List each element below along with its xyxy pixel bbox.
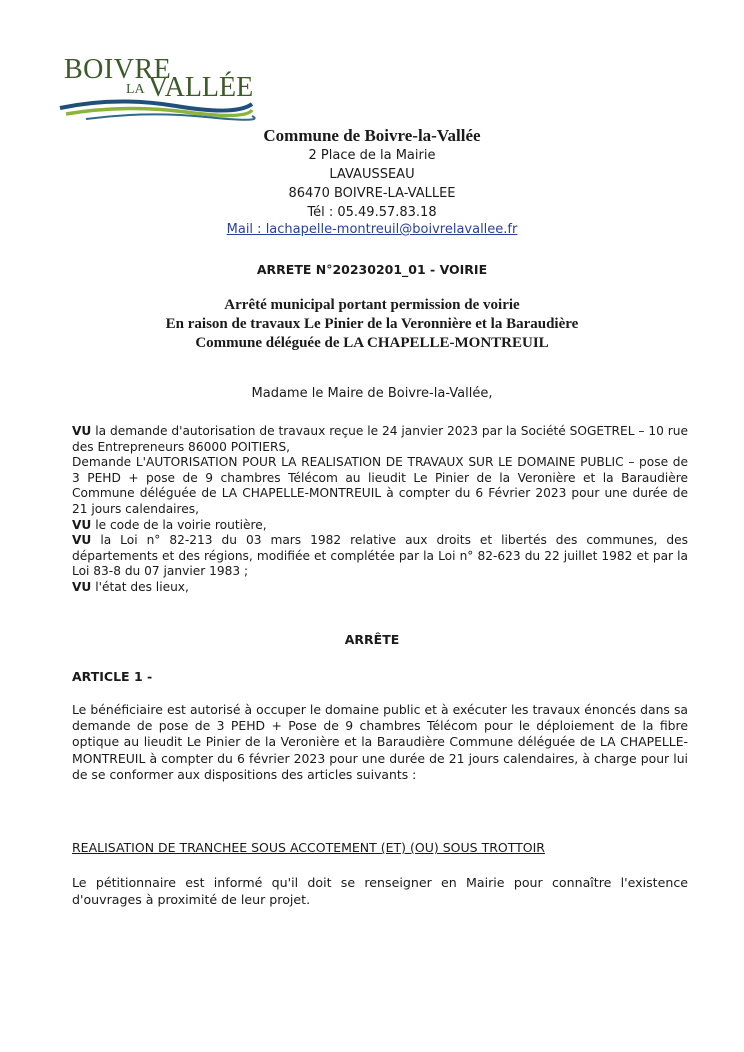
considerants: [72, 424, 688, 596]
vu-label: VU: [72, 517, 92, 532]
address-line-3: 86470 BOIVRE-LA-VALLEE: [288, 186, 456, 201]
considerant-2: VU le code de la voirie routière,: [72, 517, 267, 532]
commune-name: Commune de Boivre-la-Vallée: [263, 126, 481, 145]
logo-text-la: LA: [126, 82, 145, 97]
letterhead: [0, 126, 744, 237]
vu-label: VU: [72, 533, 92, 548]
considerant-4: VU l'état des lieux,: [72, 579, 189, 594]
address-line-2: LAVAUSSEAU: [329, 167, 415, 182]
petitionnaire-text: Le pétitionnaire est informé qu'il doit se renseigner en Mairie pour connaître l'existence d'ouvrages à proximité de leur projet.: [72, 875, 688, 907]
salutation: Madame le Maire de Boivre-la-Vallée,: [251, 386, 493, 401]
article-1-heading: ARTICLE 1 -: [72, 669, 153, 684]
address-line-1: 2 Place de la Mairie: [308, 148, 436, 163]
section-heading: REALISATION DE TRANCHEE SOUS ACCOTEMENT (ET) (OU) SOUS TROTTOIR: [72, 840, 545, 855]
vu-label: VU: [72, 579, 92, 594]
considerant-3: VU la Loi n° 82-213 du 03 mars 1982 relative aux droits et libertés des communes, des départements et des régions, modifiée et complétée par la Loi n° 82-623 du 22 juillet 1982 et par la Loi 83-8 du 07 janvier 1983 ;: [72, 533, 688, 579]
title-line-2: En raison de travaux Le Pinier de la Veronnière et la Baraudière: [165, 316, 579, 332]
commune-logo: [56, 48, 266, 128]
logo-wave-icon: [56, 98, 256, 124]
decree-title: [0, 296, 744, 353]
logo-text-vallee: VALLÉE: [148, 72, 254, 103]
logo-text-boivre: BOIVRE: [64, 54, 172, 85]
phone-number: Tél : 05.49.57.83.18: [307, 205, 437, 220]
considerant-demande: Demande L'AUTORISATION POUR LA REALISATION DE TRAVAUX SUR LE DOMAINE PUBLIC – pose de 3 PEHD + pose de 9 chambres Télécom au lieudit Le Pinier de la Veronière et la Baraudière Commune déléguée de LA CHAPELLE-MONTREUIL à compter du 6 Février 2023 pour une durée de 21 jours calendaires,: [72, 455, 688, 516]
decree-reference: ARRETE N°20230201_01 - VOIRIE: [256, 262, 488, 277]
title-line-1: Arrêté municipal portant permission de voirie: [224, 297, 520, 313]
title-line-3: Commune déléguée de LA CHAPELLE-MONTREUIL: [195, 335, 549, 351]
arrete-heading: ARRÊTE: [344, 632, 400, 647]
article-1-text: Le bénéficiaire est autorisé à occuper le domaine public et à exécuter les travaux énoncés dans sa demande de pose de 3 PEHD + Pose de 9 chambres Télécom pour le déploiement de la fibre optique au lieudit Le Pinier de la Veronière et la Baraudière Commune déléguée de LA CHAPELLE-MONTREUIL à compter du 6 février 2023 pour une durée de 21 jours calendaires, à charge pour lui de se conformer aux dispositions des articles suivants :: [72, 702, 688, 782]
considerant-1: VU la demande d'autorisation de travaux reçue le 24 janvier 2023 par la Société SOGETREL – 10 rue des Entrepreneurs 86000 POITIERS,: [72, 424, 688, 454]
email-link[interactable]: Mail : lachapelle-montreuil@boivrelavallee.fr: [226, 222, 518, 237]
vu-label: VU: [72, 424, 92, 438]
